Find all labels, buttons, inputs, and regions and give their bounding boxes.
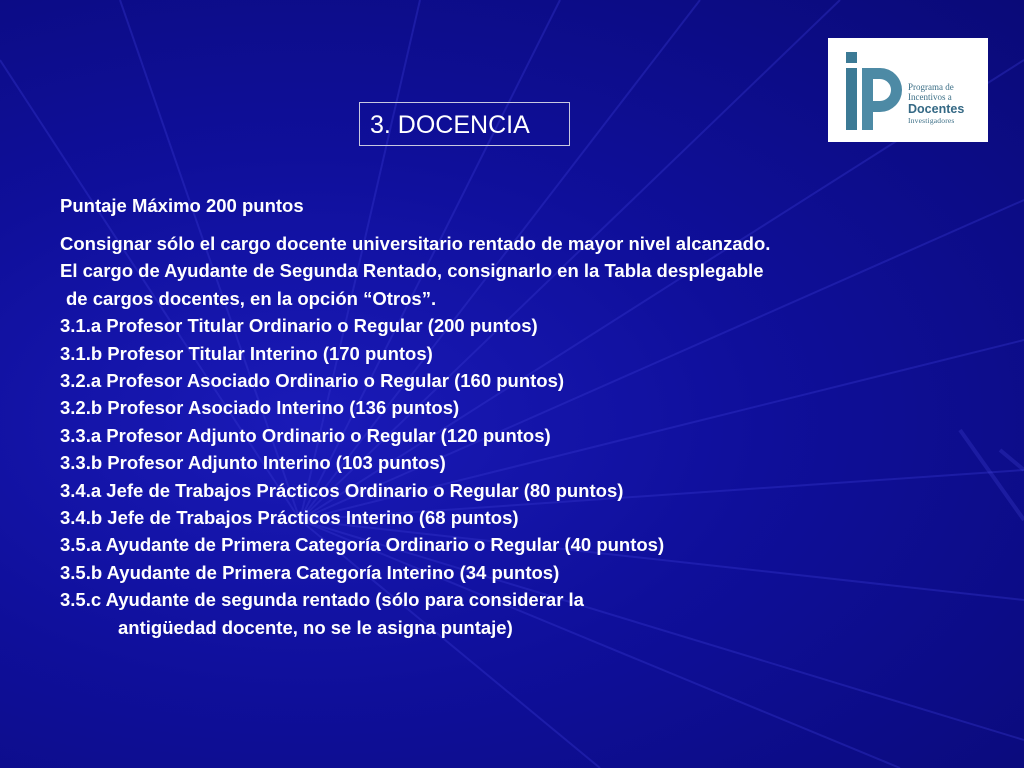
- body-line: Consignar sólo el cargo docente universitario rentado de mayor nivel alcanzado.: [60, 233, 771, 254]
- list-item: 3.3.b Profesor Adjunto Interino (103 puntos): [60, 452, 446, 474]
- list-item: 3.2.b Profesor Asociado Interino (136 puntos): [60, 397, 460, 419]
- list-item-continuation: antigüedad docente, no se le asigna puntaje): [118, 616, 513, 638]
- logo-text-line: Docentes: [908, 102, 965, 116]
- slide-body: [60, 194, 1010, 641]
- subtitle: Puntaje Máximo 200 puntos: [60, 195, 304, 216]
- list-item: 3.5.a Ayudante de Primera Categoría Ordinario o Regular (40 puntos): [60, 534, 665, 556]
- list-item: 3.5.c Ayudante de segunda rentado (sólo para considerar la: [60, 589, 584, 611]
- logo: [828, 38, 988, 142]
- logo-text-line: Programa de: [908, 82, 954, 92]
- list-item: 3.4.a Jefe de Trabajos Prácticos Ordinario o Regular (80 puntos): [60, 479, 624, 501]
- list-item: 3.3.a Profesor Adjunto Ordinario o Regular (120 puntos): [60, 424, 551, 446]
- body-line: de cargos docentes, en la opción “Otros”.: [66, 287, 437, 309]
- list-item: 3.1.a Profesor Titular Ordinario o Regular (200 puntos): [60, 315, 538, 337]
- program-logo-icon: [840, 50, 904, 132]
- body-line: El cargo de Ayudante de Segunda Rentado, consignarlo en la Tabla desplegable: [60, 260, 764, 282]
- logo-text-line: Investigadores: [908, 116, 955, 125]
- list-item: 3.1.b Profesor Titular Interino (170 puntos): [60, 342, 433, 364]
- list-item: 3.4.b Jefe de Trabajos Prácticos Interino (68 puntos): [60, 507, 519, 529]
- list-item: 3.2.a Profesor Asociado Ordinario o Regular (160 puntos): [60, 370, 565, 392]
- slide-title: 3. DOCENCIA: [359, 102, 570, 146]
- logo-text: [908, 82, 986, 126]
- list-item: 3.5.b Ayudante de Primera Categoría Interino (34 puntos): [60, 561, 560, 583]
- logo-text-line: Incentivos a: [908, 92, 952, 102]
